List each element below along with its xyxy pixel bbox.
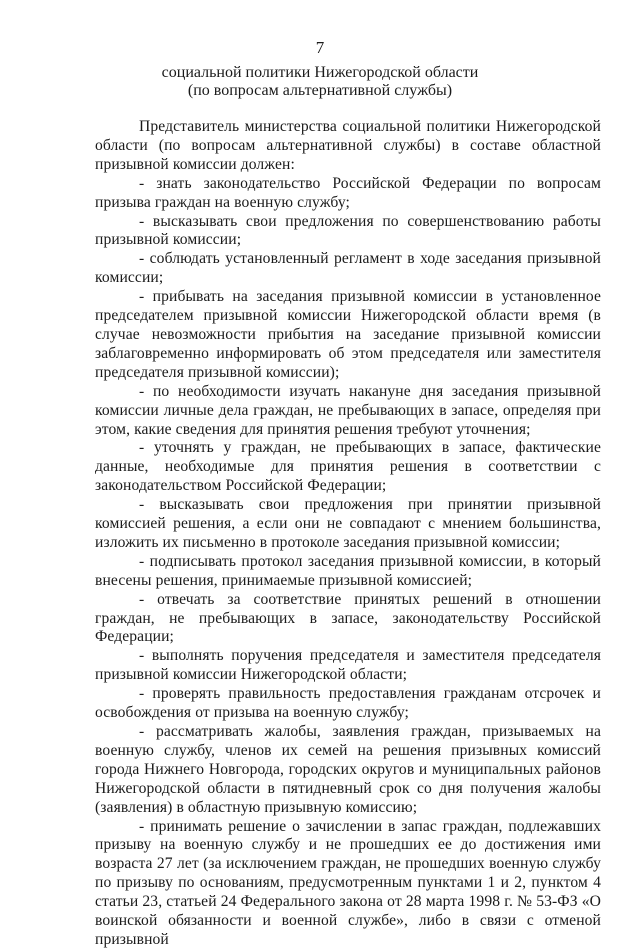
document-body [95,118,601,950]
paragraph-item: - проверять правильность предоставления гражданам отсрочек и освобождения от призыва на военную службу; [95,685,601,722]
paragraph-item: - рассматривать жалобы, заявления граждан, призываемых на военную службу, членов их семей на решения призывных комиссий города Нижнего Новгорода, городских округов и муниципальных районов Нижегородской области в пятидневный срок со дня получения жалобы (заявления) в областную призывную комиссию; [95,723,601,816]
paragraph-item: - отвечать за соответствие принятых решений в отношении граждан, не пребывающих в запасе, законодательству Российской Федерации; [95,590,601,646]
paragraph-item: - по необходимости изучать накануне дня заседания призывной комиссии личные дела граждан, не пребывающих в запасе, определяя при этом, какие сведения для принятия решения требуют уточнения; [95,382,601,438]
paragraph-intro: Представитель министерства социальной политики Нижегородской области (по вопросам альтернативной службы) в составе областной призывной комиссии должен: [95,118,601,173]
heading-line-1: социальной политики Нижегородской области [161,64,479,81]
heading-line-2: (по вопросам альтернативной службы) [187,82,453,99]
paragraph-item: - принимать решение о зачислении в запас граждан, подлежавших призыву на военную службу и не прошедших ее до достижения ими возраста 27 лет (за исключением граждан, не прошедших военную службу по призыву по основаниям, предусмотренным пунктами 1 и 2, пунктом 4 статьи 23, статьей 24 Федерального закона от 28 марта 1998 г. № 53-ФЗ «О воинской обязанности и военной службе», либо в связи с отменой призывной [95,817,601,948]
paragraph-item: - уточнять у граждан, не пребывающих в запасе, фактические данные, необходимые для принятия решения в соответствии с законодательством Российской Федерации; [95,439,601,495]
paragraph-item: - высказывать свои предложения по совершенствованию работы призывной комиссии; [95,212,601,249]
section-heading [0,64,640,100]
paragraph-item: - подписывать протокол заседания призывной комиссии, в который внесены решения, принимаемые призывной комиссией; [95,552,601,589]
page-number: 7 [315,38,325,57]
paragraph-item: - выполнять поручения председателя и заместителя председателя призывной комиссии Нижегородской области; [95,647,601,684]
paragraph-item: - знать законодательство Российской Федерации по вопросам призыва граждан на военную службу; [95,174,601,211]
paragraph-item: - прибывать на заседания призывной комиссии в установленное председателем призывной комиссии Нижегородской области время (в случае невозможности прибытия на заседание призывной комиссии заблаговременно информировать об этом председателя или заместителя председателя призывной комиссии); [95,288,601,381]
paragraph-item: - соблюдать установленный регламент в ходе заседания призывной комиссии; [95,250,601,287]
paragraph-item: - высказывать свои предложения при принятии призывной комиссией решения, а если они не совпадают с мнением большинства, изложить их письменно в протоколе заседания призывной комиссии; [95,496,601,551]
